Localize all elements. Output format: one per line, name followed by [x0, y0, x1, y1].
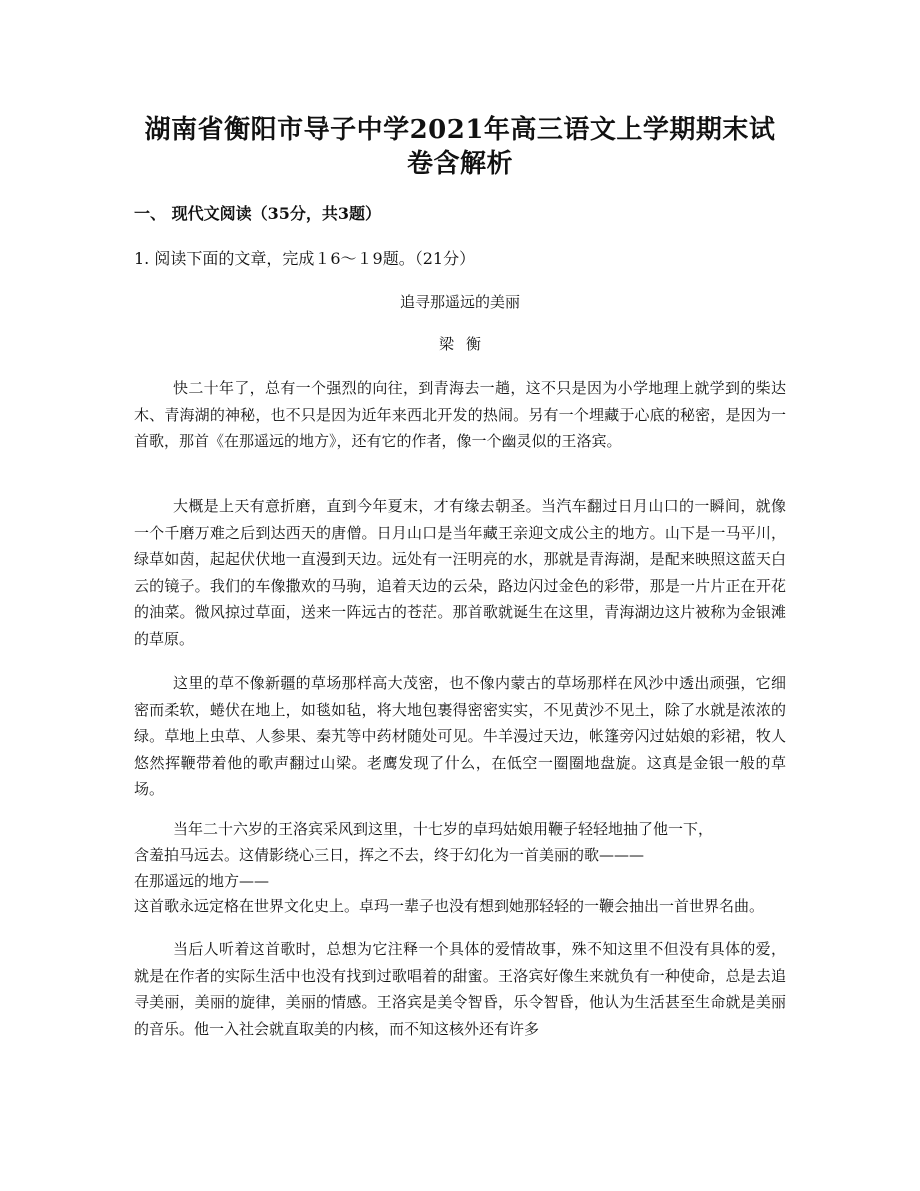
paragraph-5: 这首歌永远定格在世界文化史上。卓玛一辈子也没有想到她那轻轻的一鞭会抽出一首世界名曲。 — [134, 897, 765, 915]
paragraph-4-line-1: 当年二十六岁的王洛宾采风到这里，十七岁的卓玛姑娘用鞭子轻轻地抽了他一下， — [173, 820, 714, 838]
article-title: 追寻那遥远的美丽 — [399, 293, 520, 311]
question-prompt: 1. 阅读下面的文章，完成１6～１9题。（21分） — [134, 249, 476, 268]
paragraph-2: 大概是上天有意折磨，直到今年夏末，才有缘去朝圣。当汽车翻过日月山口的一瞬间，就像一个千磨万难之后到达西天的唐僧。日月山口是当年藏王亲迎文成公主的地方。山下是一马平川，绿草如茵，起起伏伏地一直漫到天边。远处有一汪明亮的水，那就是青海湖，是配来映照这蓝天白云的镜子。我们的车像撒欢的马驹，追着天边的云朵，路边闪过金色的彩带，那是一片片正在开花的油菜。微风掠过草面，送来一阵远古的苍茫。那首歌就诞生在这里，青海湖边这片被称为金银滩的草原。 — [134, 497, 786, 648]
song-title-line: 在那遥远的地方—— — [134, 872, 270, 890]
paragraph-4-line-2: 含羞拍马远去。这倩影绕心三日，挥之不去，终于幻化为一首美丽的歌——— — [134, 846, 645, 864]
article-author: 梁衡 — [438, 335, 493, 353]
section-heading: 一、 现代文阅读（35分，共3题） — [134, 204, 381, 223]
paragraph-1: 快二十年了，总有一个强烈的向往，到青海去一趟，这不只是因为小学地理上就学到的柴达木、青海湖的神秘，也不只是因为近年来西北开发的热闹。另有一个埋藏于心底的秘密，是因为一首歌，那首《在那遥远的地方》，还有它的作者，像一个幽灵似的王洛宾。 — [134, 379, 786, 450]
paragraph-6: 当后人听着这首歌时，总想为它注释一个具体的爱情故事，殊不知这里不但没有具体的爱，就是在作者的实际生活中也没有找到过歌唱着的甜蜜。王洛宾好像生来就负有一种使命，总是去追寻美丽，美丽的旋律，美丽的情感。王洛宾是美令智昏，乐令智昏，他认为生活甚至生命就是美丽的音乐。他一入社会就直取美的内核，而不知这核外还有许多 — [134, 940, 786, 1038]
document-title-line-1: 湖南省衡阳市导子中学2021年高三语文上学期期末试 — [144, 115, 776, 145]
document-title-line-2: 卷含解析 — [406, 149, 513, 179]
paragraph-3: 这里的草不像新疆的草场那样高大茂密，也不像内蒙古的草场那样在风沙中透出顽强，它细密而柔软，蜷伏在地上，如毯如毡，将大地包裹得密密实实，不见黄沙不见土，除了水就是浓浓的绿。草地上虫草、人参果、秦艽等中药材随处可见。牛羊漫过天边，帐篷旁闪过姑娘的彩裙，牧人悠然挥鞭带着他的歌声翻过山梁。老鹰发现了什么，在低空一圈圈地盘旋。这真是金银一般的草场。 — [134, 674, 786, 798]
